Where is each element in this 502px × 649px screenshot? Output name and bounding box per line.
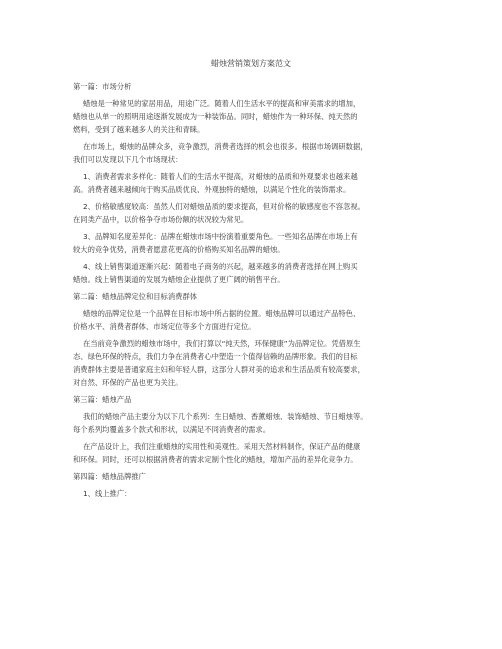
paragraph [73, 140, 435, 166]
document-title: 蜡烛营销策划方案范文 [211, 59, 291, 68]
paragraph-line: 我们可以发现以下几个市场现状： [73, 155, 183, 164]
paragraph [73, 440, 435, 466]
paragraph-line: 1、消费者需求多样化：随着人们的生活水平提高，对蜡烛的品质和外观要求也越来越 [83, 172, 358, 181]
paragraph [73, 307, 435, 333]
section-heading: 第三篇：蜡烛产品 [73, 395, 132, 404]
section-heading: 第四篇：蜡烛品牌推广 [73, 472, 146, 481]
paragraph [73, 97, 435, 136]
paragraph-line: 每个系列均覆盖多个款式和形状，以满足不同消费者的需求。 [73, 425, 271, 434]
paragraph-line: 3、品牌知名度差异化：品牌在蜡烛市场中扮演着重要角色。一些知名品牌在市场上有 [83, 232, 358, 241]
paragraph [73, 487, 435, 500]
paragraph-line: 蜡烛的品牌定位是一个品牌在目标市场中所占据的位置。蜡烛品牌可以通过产品特色、 [83, 309, 361, 318]
section-heading: 第一篇：市场分析 [73, 82, 132, 91]
paragraph [73, 337, 435, 389]
paragraph-line: 较大的竞争优势，消费者愿意花更高的价格购买知名品牌的蜡烛。 [73, 245, 285, 254]
paragraph-line: 高。消费者越来越倾向于购买品质优良、外观独特的蜡烛，以满足个性化的装饰需求。 [73, 185, 351, 194]
paragraph-line: 蜡烛是一种常见的家居用品，用途广泛。随着人们生活水平的提高和审美需求的增加， [83, 99, 361, 108]
paragraph-line: 蜡烛。线上销售渠道的发展为蜡烛企业提供了更广阔的销售平台。 [73, 275, 285, 284]
paragraph-line: 燃料，受到了越来越多人的关注和青睐。 [73, 125, 205, 134]
paragraph-line: 消费群体主要是普通家庭主妇和年轻人群，这部分人群对美的追求和生活品质有较高要求， [73, 365, 365, 374]
paragraph-line: 蜡烛也从单一的照明用途逐渐发展成为一种装饰品。同时，蜡烛作为一种环保、纯天然的 [73, 112, 358, 121]
paragraph-line: 在同类产品中，以价格争夺市场份额的状况较为常见。 [73, 215, 249, 224]
paragraph-line: 在市场上，蜡烛的品牌众多，竞争激烈，消费者选择的机会也很多。根据市场调研数据， [83, 142, 368, 151]
paragraph [73, 260, 435, 286]
paragraph-line: 我们的蜡烛产品主要分为以下几个系列：生日蜡烛、香薰蜡烛、装饰蜡烛、节日蜡烛等。 [83, 412, 368, 421]
paragraph-line: 在产品设计上，我们注重蜡烛的实用性和美观性。采用天然材料制作，保证产品的健康 [83, 442, 361, 451]
paragraph-line: 1、线上推广： [83, 489, 132, 498]
section-heading: 第二篇：蜡烛品牌定位和目标消费群体 [73, 292, 198, 301]
document-body [73, 80, 435, 504]
paragraph-line: 4、线上销售渠道逐渐兴起：随着电子商务的兴起，越来越多的消费者选择在网上购买 [83, 262, 358, 271]
paragraph [73, 200, 435, 226]
paragraph-line: 对自然、环保的产品也更为关注。 [73, 378, 183, 387]
paragraph [73, 230, 435, 256]
paragraph [73, 170, 435, 196]
paragraph-line: 2、价格敏感度较高：虽然人们对蜡烛品质的要求提高，但对价格的敏感度也不容忽视。 [83, 202, 365, 211]
paragraph-line: 和环保。同时，还可以根据消费者的需求定制个性化的蜡烛，增加产品的差异化竞争力。 [73, 455, 358, 464]
paragraph [73, 410, 435, 436]
paragraph-line: 价格水平、消费者群体、市场定位等多个方面进行定位。 [73, 322, 256, 331]
paragraph-line: 在当前竞争激烈的蜡烛市场中，我们打算以“纯天然，环保健康”为品牌定位。凭借原生 [83, 339, 361, 348]
paragraph-line: 态、绿色环保的特点，我们力争在消费者心中塑造一个值得信赖的品牌形象。我们的目标 [73, 352, 358, 361]
